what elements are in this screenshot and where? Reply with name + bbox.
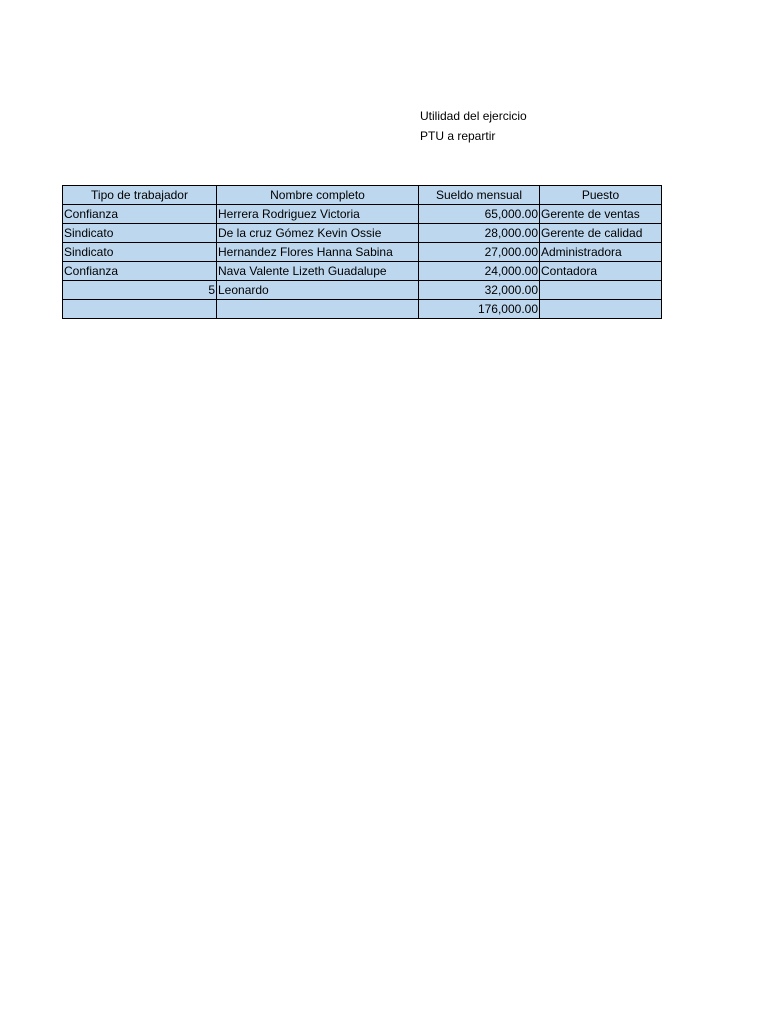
table-row xyxy=(63,205,662,224)
cell-puesto[interactable] xyxy=(540,281,662,300)
cell-tipo[interactable]: Sindicato xyxy=(63,224,217,243)
cell-sueldo-total[interactable]: 176,000.00 xyxy=(419,300,540,319)
cell-nombre[interactable]: De la cruz Gómez Kevin Ossie xyxy=(217,224,419,243)
cell-tipo[interactable]: Confianza xyxy=(63,205,217,224)
cell-nombre[interactable]: Herrera Rodriguez Victoria xyxy=(217,205,419,224)
cell-tipo[interactable] xyxy=(63,300,217,319)
cell-puesto[interactable]: Administradora xyxy=(540,243,662,262)
table-total-row xyxy=(63,300,662,319)
cell-puesto[interactable]: Gerente de ventas xyxy=(540,205,662,224)
cell-sueldo[interactable]: 24,000.00 xyxy=(419,262,540,281)
table-row xyxy=(63,243,662,262)
column-header-sueldo: Sueldo mensual xyxy=(419,186,540,205)
cell-tipo[interactable]: Confianza xyxy=(63,262,217,281)
cell-sueldo[interactable]: 65,000.00 xyxy=(419,205,540,224)
cell-sueldo[interactable]: 32,000.00 xyxy=(419,281,540,300)
cell-puesto[interactable]: Gerente de calidad xyxy=(540,224,662,243)
cell-nombre[interactable] xyxy=(217,300,419,319)
table-header-row xyxy=(63,186,662,205)
column-header-puesto: Puesto xyxy=(540,186,662,205)
cell-tipo[interactable]: 5 xyxy=(63,281,217,300)
utilidad-del-ejercicio-label: Utilidad del ejercicio xyxy=(420,109,527,123)
ptu-a-repartir-label: PTU a repartir xyxy=(420,129,496,143)
cell-tipo[interactable]: Sindicato xyxy=(63,243,217,262)
cell-nombre[interactable]: Nava Valente Lizeth Guadalupe xyxy=(217,262,419,281)
table-row xyxy=(63,262,662,281)
cell-puesto[interactable]: Contadora xyxy=(540,262,662,281)
table-row xyxy=(63,281,662,300)
cell-nombre[interactable]: Leonardo xyxy=(217,281,419,300)
cell-puesto[interactable] xyxy=(540,300,662,319)
column-header-nombre: Nombre completo xyxy=(217,186,419,205)
cell-sueldo[interactable]: 28,000.00 xyxy=(419,224,540,243)
column-header-tipo: Tipo de trabajador xyxy=(63,186,217,205)
cell-sueldo[interactable]: 27,000.00 xyxy=(419,243,540,262)
employees-table xyxy=(62,185,662,319)
cell-nombre[interactable]: Hernandez Flores Hanna Sabina xyxy=(217,243,419,262)
table-row xyxy=(63,224,662,243)
